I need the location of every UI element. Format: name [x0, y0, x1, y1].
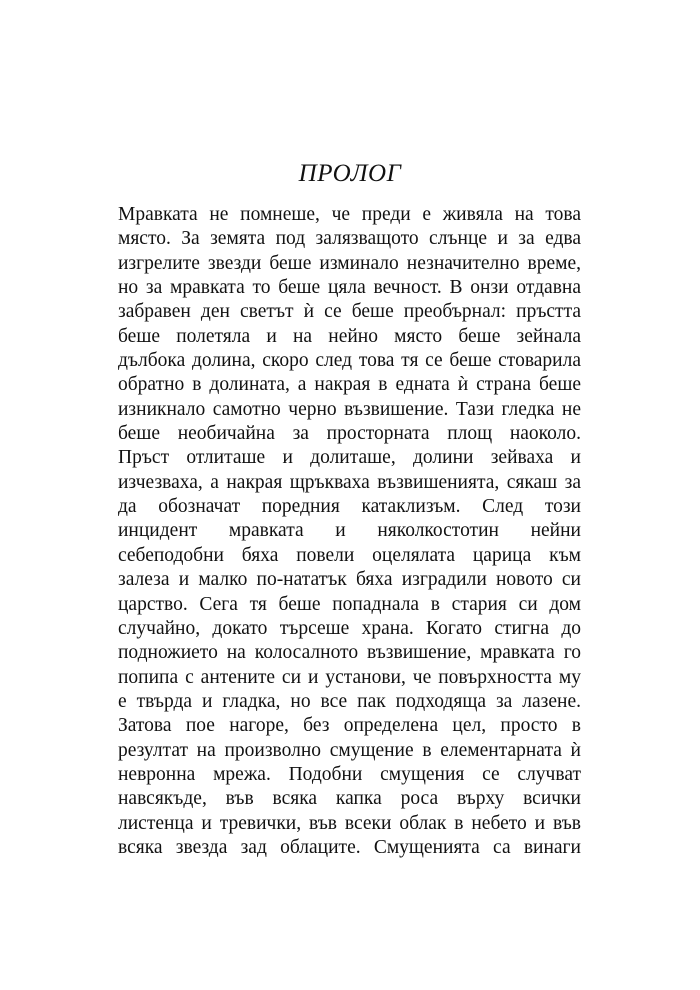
text-line: залеза и малко по-нататък бяха изградили новото си — [118, 569, 581, 591]
text-line: е твърда и гладка, но все пак подходяща за лазене. — [118, 690, 581, 712]
text-line: но за мравката то беше цяла вечност. В онзи отдавна — [118, 277, 581, 299]
body-text — [118, 203, 581, 860]
text-line: беше полетяла и на нейно място беше зейнала — [118, 325, 581, 347]
text-line: подножието на колосалното възвишение, мравката го — [118, 642, 581, 664]
text-line: всяка звезда зад облаците. Смущенията са винаги — [118, 836, 581, 858]
text-line: инцидент мравката и няколкостотин нейни — [118, 520, 581, 542]
text-line: забравен ден светът ѝ се беше преобърнал: пръстта — [118, 301, 581, 323]
text-line: дълбока долина, скоро след това тя се беше стоварила — [118, 350, 581, 372]
text-line: обратно в долината, а накрая в едната ѝ страна беше — [118, 374, 581, 396]
text-line: Мравката не помнеше, че преди е живяла на това — [118, 204, 581, 225]
text-line: място. За земята под залязващото слънце и за едва — [118, 228, 581, 250]
text-line: резултат на произволно смущение в елементарната ѝ — [118, 739, 581, 761]
chapter-title: ПРОЛОГ — [298, 160, 402, 187]
text-line: да обозначат поредния катаклизъм. След този — [118, 496, 581, 518]
text-line: попипа с антените си и установи, че повърхността му — [118, 666, 581, 688]
text-line: навсякъде, във всяка капка роса върху всички — [118, 788, 581, 810]
text-line: Затова пое нагоре, без определена цел, просто в — [118, 715, 581, 737]
text-line: изчезваха, а накрая щръкваха възвишенията, сякаш за — [118, 471, 581, 493]
text-line: случайно, докато търсеше храна. Когато стигна до — [118, 617, 581, 639]
text-line: изгрелите звезди беше изминало незначително време, — [118, 252, 581, 274]
text-line: царство. Сега тя беше попаднала в стария си дом — [118, 593, 581, 615]
text-line: изникнало самотно черно възвишение. Тази гледка не — [118, 398, 581, 420]
text-line: беше необичайна за просторната площ наоколо. — [118, 423, 581, 445]
text-line: Пръст отлиташе и долиташе, долини зейваха и — [118, 447, 581, 469]
text-line: листенца и тревички, във всеки облак в небето и във — [118, 812, 581, 834]
text-line: невронна мрежа. Подобни смущения се случват — [118, 763, 581, 785]
text-line: себеподобни бяха повели оцелялата царица към — [118, 544, 581, 566]
